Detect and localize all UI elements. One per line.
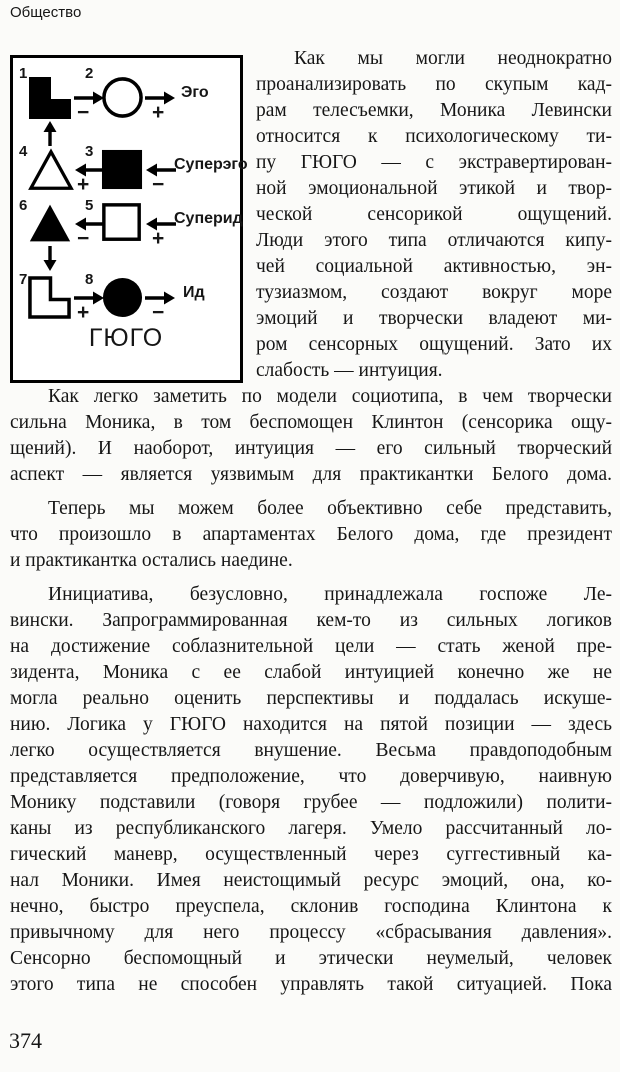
text-line: ческой сенсорикой ощущений. <box>256 204 612 225</box>
block-label-superid: Суперид <box>174 210 243 227</box>
black-square-icon <box>101 148 144 191</box>
paragraph <box>10 384 612 488</box>
text-line: чей социальной активностью, эн- <box>256 256 612 277</box>
paragraph <box>256 46 612 384</box>
function-number: 6 <box>19 197 28 214</box>
sign-plus: + <box>152 101 165 124</box>
text-line: Как легко заметить по модели социотипа, в чем творчески <box>48 386 612 407</box>
text-line: тузиазмом, создают вокруг море <box>256 282 612 303</box>
block-label-superego: Суперэго <box>174 156 248 173</box>
text-line: слабость — интуиция. <box>256 360 443 381</box>
sign-minus: − <box>152 301 165 324</box>
text-column-beside-figure <box>256 46 612 384</box>
text-line: привычному для него процессу «сбрасывания давления». <box>10 922 612 943</box>
sign-minus: − <box>77 101 90 124</box>
text-line: эмоций и творчески владеют ми- <box>256 308 612 329</box>
figure-caption-sociotype: ГЮГО <box>88 324 164 352</box>
text-line: сильна Моника, в том беспомощен Клинтон (сенсорика ощу- <box>10 412 612 433</box>
text-line: ной эмоциональной этикой и твор- <box>256 178 612 199</box>
text-line: щений). И наоборот, интуиция — его сильный творческий <box>10 438 612 459</box>
text-line: гический маневр, осуществленный через суггестивный ка- <box>10 844 612 865</box>
text-line: нечно, быстро преуспела, склонив господина Клинтона к <box>10 896 612 917</box>
text-line: зидента, Моника с ее слабой интуицией конечно же не <box>10 662 612 683</box>
white-square-icon <box>101 202 144 245</box>
running-head: Общество <box>10 4 82 21</box>
text-line: Инициатива, безусловно, принадлежала госпоже Ле- <box>48 584 612 605</box>
sign-plus: + <box>77 173 90 196</box>
text-line: могла реально оценить перспективы и поддалась искуше- <box>10 688 612 709</box>
function-number: 5 <box>85 197 94 214</box>
function-number: 1 <box>19 65 28 82</box>
white-circle-icon <box>101 76 144 119</box>
sign-minus: − <box>152 173 165 196</box>
function-number: 3 <box>85 143 94 160</box>
page-content <box>10 46 612 998</box>
sign-plus: + <box>152 227 165 250</box>
function-number: 7 <box>19 271 28 288</box>
paragraph <box>10 496 612 574</box>
body-text <box>10 384 612 998</box>
text-line: что произошло в апартаментах Белого дома, где президент <box>10 524 612 545</box>
text-line: аспект — является уязвимым для практикантки Белого дома. <box>10 464 612 485</box>
text-line: представляется предположение, что доверчивую, наивную <box>10 766 612 787</box>
text-line: Люди этого типа отличаются кипу- <box>256 230 612 251</box>
text-line: ром сенсорных ощущений. Зато их <box>256 334 612 355</box>
text-line: проанализировать по скупым кад- <box>256 74 612 95</box>
white-triangle-icon <box>28 148 72 192</box>
text-line: нию. Логика у ГЮГО находится на пятой позиции — здесь <box>10 714 612 735</box>
figure-and-text-row <box>10 46 612 384</box>
text-line: каны из республиканского лагеря. Умело рассчитанный ло- <box>10 818 612 839</box>
text-line: Сенсорно беспомощный и этически неумелый, человек <box>10 948 612 969</box>
text-line: и практикантка остались наедине. <box>10 550 293 571</box>
text-line: Как мы могли неоднократно <box>294 48 612 69</box>
book-page <box>0 4 620 1072</box>
white-l-shape-icon <box>28 276 72 320</box>
page-number: 374 <box>9 1028 42 1053</box>
function-number: 8 <box>85 271 94 288</box>
sociotype-model-figure <box>10 55 248 383</box>
text-line: вински. Запрограммированная кем-то из сильных логиков <box>10 610 612 631</box>
black-l-shape-icon <box>28 76 72 120</box>
text-line: Монику подставили (говоря грубее — подложили) полити- <box>10 792 612 813</box>
function-number: 2 <box>85 65 94 82</box>
text-line: нал Моники. Имея неистощимый ресурс эмоций, она, ко- <box>10 870 612 891</box>
block-label-id: Ид <box>183 284 205 301</box>
text-line: на достижение соблазнительной цели — стать женой пре- <box>10 636 612 657</box>
block-label-ego: Эго <box>181 84 209 101</box>
sign-minus: − <box>77 227 90 250</box>
text-line: этого типа не способен управлять такой ситуацией. Пока <box>10 974 612 995</box>
text-line: Теперь мы можем более объективно себе представить, <box>48 498 612 519</box>
figure-row-id <box>13 264 240 330</box>
text-line: пу ГЮГО — с экстравертирован- <box>256 152 612 173</box>
function-number: 4 <box>19 143 28 160</box>
black-triangle-icon <box>28 202 72 246</box>
black-circle-icon <box>101 276 144 319</box>
sign-plus: + <box>77 301 90 324</box>
paragraph <box>10 582 612 998</box>
text-line: рам телесъемки, Моника Левински <box>256 100 612 121</box>
text-line: относится к психологическому ти- <box>256 126 612 147</box>
text-line: легко осуществляется внушение. Весьма правдоподобным <box>10 740 612 761</box>
